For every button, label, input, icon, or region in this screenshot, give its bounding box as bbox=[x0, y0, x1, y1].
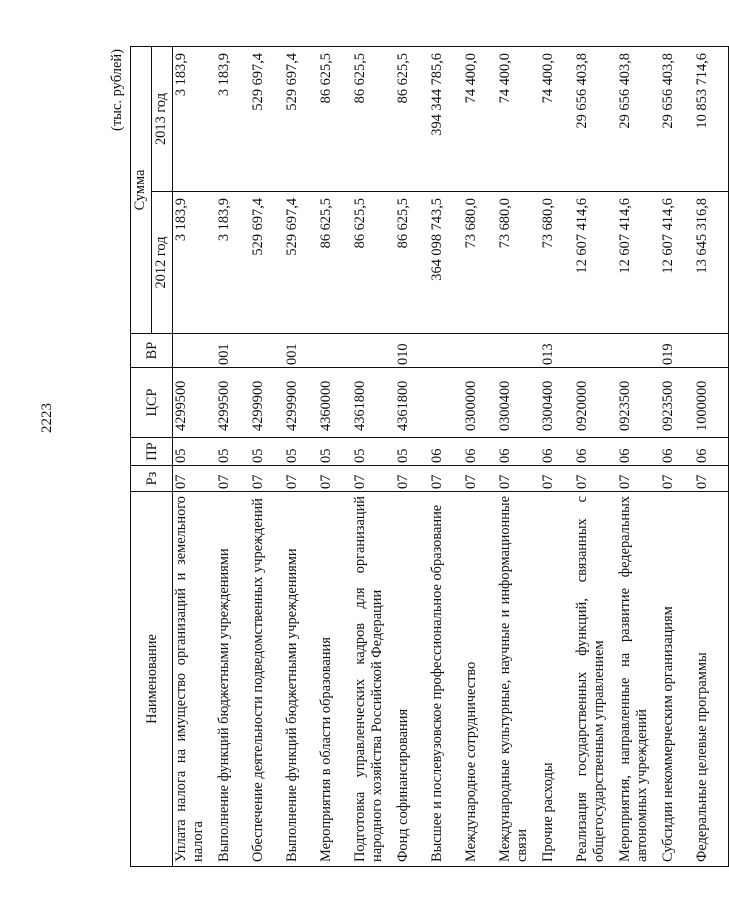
table-row bbox=[574, 47, 617, 867]
row-2012: 73 680,0 bbox=[497, 192, 540, 334]
row-csr: 4360000 bbox=[318, 368, 352, 438]
row-csr: 4361800 bbox=[395, 368, 429, 438]
row-pr: 05 bbox=[216, 438, 250, 466]
row-csr: 0300400 bbox=[540, 368, 574, 438]
table-row bbox=[540, 47, 574, 867]
row-pr: 05 bbox=[250, 438, 284, 466]
row-2012: 12 607 414,6 bbox=[660, 192, 694, 334]
row-2013: 29 656 403,8 bbox=[660, 47, 694, 192]
row-name: Мероприятия, направленные на развитие федеральных автономных учреждений bbox=[617, 492, 660, 867]
header-pr: ПР bbox=[131, 438, 173, 466]
row-pr: 06 bbox=[660, 438, 694, 466]
row-pr: 05 bbox=[284, 438, 318, 466]
row-name: Подготовка управленческих кадров для организаций народного хозяйства Российской Федерации bbox=[352, 492, 395, 867]
row-2013: 29 656 403,8 bbox=[574, 47, 617, 192]
row-vr bbox=[574, 334, 617, 368]
row-pr: 06 bbox=[497, 438, 540, 466]
header-year-2013: 2013 год bbox=[152, 47, 173, 192]
row-csr: 4361800 bbox=[352, 368, 395, 438]
header-sum: Сумма bbox=[131, 47, 152, 334]
row-rz: 07 bbox=[352, 466, 395, 492]
row-2012: 529 697,4 bbox=[250, 192, 284, 334]
row-vr: 001 bbox=[216, 334, 250, 368]
table-row bbox=[497, 47, 540, 867]
page-number: 2223 bbox=[39, 403, 55, 433]
row-2012: 3 183,9 bbox=[216, 192, 250, 334]
table-row bbox=[617, 47, 660, 867]
row-2013: 86 625,5 bbox=[395, 47, 429, 192]
row-name: Международное сотрудничество bbox=[463, 492, 497, 867]
row-vr: 010 bbox=[395, 334, 429, 368]
row-name: Обеспечение деятельности подведомственных учреждений bbox=[250, 492, 284, 867]
table-row bbox=[318, 47, 352, 867]
table-row bbox=[463, 47, 497, 867]
row-vr bbox=[497, 334, 540, 368]
row-rz: 07 bbox=[216, 466, 250, 492]
row-pr: 06 bbox=[463, 438, 497, 466]
row-rz: 07 bbox=[318, 466, 352, 492]
row-pr: 05 bbox=[318, 438, 352, 466]
table-row bbox=[284, 47, 318, 867]
row-2012: 364 098 743,5 bbox=[429, 192, 463, 334]
row-csr: 0923500 bbox=[660, 368, 694, 438]
row-name: Мероприятия в области образования bbox=[318, 492, 352, 867]
row-name: Фонд софинансирования bbox=[395, 492, 429, 867]
row-2012: 12 607 414,6 bbox=[574, 192, 617, 334]
row-name: Прочие расходы bbox=[540, 492, 574, 867]
row-name: Высшее и послевузовское профессиональное образование bbox=[429, 492, 463, 867]
row-2013: 529 697,4 bbox=[250, 47, 284, 192]
row-2013: 394 344 785,6 bbox=[429, 47, 463, 192]
row-name: Федеральные целевые программы bbox=[694, 492, 729, 867]
row-2012: 73 680,0 bbox=[463, 192, 497, 334]
row-vr bbox=[250, 334, 284, 368]
row-2013: 29 656 403,8 bbox=[617, 47, 660, 192]
header-csr: ЦСР bbox=[131, 368, 173, 438]
row-csr: 4299500 bbox=[216, 368, 250, 438]
row-2012: 3 183,9 bbox=[173, 192, 217, 334]
row-name: Реализация государственных функций, связанных с общегосударственным управлением bbox=[574, 492, 617, 867]
row-2013: 3 183,9 bbox=[216, 47, 250, 192]
row-csr: 4299500 bbox=[173, 368, 217, 438]
budget-table bbox=[130, 46, 729, 867]
row-rz: 07 bbox=[694, 466, 729, 492]
table-row bbox=[352, 47, 395, 867]
row-2012: 73 680,0 bbox=[540, 192, 574, 334]
unit-note: (тыс. рублей) bbox=[109, 49, 125, 131]
header-rz: Рз bbox=[131, 466, 173, 492]
row-pr: 06 bbox=[540, 438, 574, 466]
row-pr: 05 bbox=[352, 438, 395, 466]
row-rz: 07 bbox=[173, 466, 217, 492]
row-2013: 86 625,5 bbox=[318, 47, 352, 192]
row-rz: 07 bbox=[617, 466, 660, 492]
row-pr: 05 bbox=[173, 438, 217, 466]
table-row bbox=[216, 47, 250, 867]
row-vr bbox=[429, 334, 463, 368]
row-2013: 3 183,9 bbox=[173, 47, 217, 192]
row-rz: 07 bbox=[429, 466, 463, 492]
table-row bbox=[173, 47, 217, 867]
row-2012: 13 645 316,8 bbox=[694, 192, 729, 334]
row-2013: 86 625,5 bbox=[352, 47, 395, 192]
row-rz: 07 bbox=[574, 466, 617, 492]
row-2013: 74 400,0 bbox=[463, 47, 497, 192]
header-year-2012: 2012 год bbox=[152, 192, 173, 334]
row-vr bbox=[617, 334, 660, 368]
table-row bbox=[429, 47, 463, 867]
row-vr bbox=[352, 334, 395, 368]
row-name: Уплата налога на имущество организаций и земельного налога bbox=[173, 492, 217, 867]
row-vr bbox=[463, 334, 497, 368]
row-name: Субсидии некоммерческим организациям bbox=[660, 492, 694, 867]
row-vr: 019 bbox=[660, 334, 694, 368]
row-name: Международные культурные, научные и информационные связи bbox=[497, 492, 540, 867]
row-2012: 86 625,5 bbox=[395, 192, 429, 334]
row-2013: 74 400,0 bbox=[497, 47, 540, 192]
row-rz: 07 bbox=[540, 466, 574, 492]
row-vr: 001 bbox=[284, 334, 318, 368]
row-csr: 0300000 bbox=[463, 368, 497, 438]
row-2013: 10 853 714,6 bbox=[694, 47, 729, 192]
row-csr: 0920000 bbox=[574, 368, 617, 438]
row-name: Выполнение функций бюджетными учреждениями bbox=[216, 492, 250, 867]
row-pr: 06 bbox=[617, 438, 660, 466]
header-vr: ВР bbox=[131, 334, 173, 368]
row-csr: 0923500 bbox=[617, 368, 660, 438]
budget-table-sheet bbox=[109, 47, 710, 867]
row-pr: 06 bbox=[694, 438, 729, 466]
row-name: Выполнение функций бюджетными учреждениями bbox=[284, 492, 318, 867]
row-2012: 12 607 414,6 bbox=[617, 192, 660, 334]
row-rz: 07 bbox=[395, 466, 429, 492]
header-name: Наименование bbox=[131, 492, 173, 867]
row-vr: 013 bbox=[540, 334, 574, 368]
row-2013: 74 400,0 bbox=[540, 47, 574, 192]
row-pr: 06 bbox=[429, 438, 463, 466]
row-rz: 07 bbox=[284, 466, 318, 492]
row-csr bbox=[429, 368, 463, 438]
row-pr: 06 bbox=[574, 438, 617, 466]
table-row bbox=[660, 47, 694, 867]
row-vr bbox=[318, 334, 352, 368]
table-row bbox=[395, 47, 429, 867]
row-rz: 07 bbox=[250, 466, 284, 492]
row-rz: 07 bbox=[660, 466, 694, 492]
row-vr bbox=[173, 334, 217, 368]
table-row bbox=[694, 47, 729, 867]
row-pr: 05 bbox=[395, 438, 429, 466]
row-2012: 86 625,5 bbox=[318, 192, 352, 334]
row-csr: 4299900 bbox=[284, 368, 318, 438]
row-csr: 1000000 bbox=[694, 368, 729, 438]
row-csr: 4299900 bbox=[250, 368, 284, 438]
row-csr: 0300400 bbox=[497, 368, 540, 438]
row-vr bbox=[694, 334, 729, 368]
row-2012: 529 697,4 bbox=[284, 192, 318, 334]
row-rz: 07 bbox=[463, 466, 497, 492]
row-2012: 86 625,5 bbox=[352, 192, 395, 334]
row-rz: 07 bbox=[497, 466, 540, 492]
table-row bbox=[250, 47, 284, 867]
row-2013: 529 697,4 bbox=[284, 47, 318, 192]
